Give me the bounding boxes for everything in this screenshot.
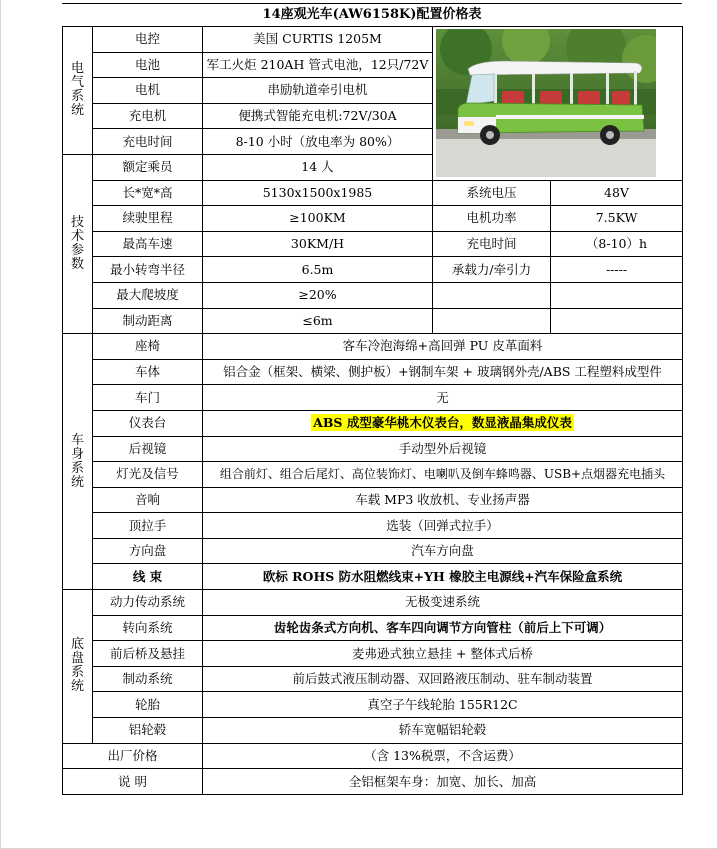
row-label-secondary: [433, 308, 551, 334]
row-label: 最小转弯半径: [93, 257, 203, 283]
table-row: [63, 231, 683, 257]
table-row: [63, 487, 683, 513]
table-row: [63, 385, 683, 411]
row-label: 顶拉手: [93, 513, 203, 539]
table-row: [63, 282, 683, 308]
row-value: 客车冷泡海绵+高回弹 PU 皮革面料: [203, 334, 683, 360]
group-label-char: 术: [70, 229, 84, 245]
row-value: 军工火炬 210AH 管式电池，12只/72V: [203, 52, 433, 78]
group-label: [66, 638, 89, 694]
row-value: 麦弗逊式独立悬挂 + 整体式后桥: [203, 641, 683, 667]
row-value: ≤6m: [203, 308, 433, 334]
row-label: 仪表台: [93, 410, 203, 436]
row-value: 便携式智能充电机:72V/30A: [203, 103, 433, 129]
row-label: 动力传动系统: [93, 590, 203, 616]
table-row: [63, 615, 683, 641]
row-value: 无: [203, 385, 683, 411]
group-label-char: 技: [70, 215, 84, 231]
table-row: [63, 359, 683, 385]
row-label: 方向盘: [93, 538, 203, 564]
row-label: 电机: [93, 78, 203, 104]
row-value-secondary: （8-10）h: [551, 231, 683, 257]
row-value: 6.5m: [203, 257, 433, 283]
group-label: [66, 62, 89, 118]
row-label: 灯光及信号: [93, 462, 203, 488]
table-row: [63, 692, 683, 718]
table-row: [63, 513, 683, 539]
row-value: 无极变速系统: [203, 590, 683, 616]
highlighted-text: ABS 成型豪华桃木仪表台，数显液晶集成仪表: [313, 415, 572, 431]
group-label-char: 系: [70, 89, 84, 105]
row-value: 手动型外后视镜: [203, 436, 683, 462]
row-value-secondary: -----: [551, 257, 683, 283]
table-row: [63, 590, 683, 616]
row-value: ≥100KM: [203, 206, 433, 232]
row-label: 充电机: [93, 103, 203, 129]
spec-table: [62, 26, 683, 795]
row-value-secondary: [551, 308, 683, 334]
group-chassis: [63, 590, 93, 744]
row-label: 额定乘员: [93, 154, 203, 180]
row-value: 轿车宽幅铝轮毂: [203, 718, 683, 744]
row-label: 座椅: [93, 334, 203, 360]
table-row: [63, 641, 683, 667]
table-row: [63, 27, 683, 53]
row-value: 车载 MP3 收放机、专业扬声器: [203, 487, 683, 513]
group-label-char: 电: [70, 61, 84, 77]
row-value: 30KM/H: [203, 231, 433, 257]
row-label-secondary: 电机功率: [433, 206, 551, 232]
group-label-char: 数: [70, 257, 84, 273]
group-label-char: 底: [70, 637, 84, 653]
group-label-char: 参: [70, 243, 84, 259]
row-label-secondary: 充电时间: [433, 231, 551, 257]
footer-label-price: 出厂价格: [63, 743, 203, 769]
footer-value-price: （含 13%税票，不含运费）: [203, 743, 683, 769]
row-label: 长*宽*高: [93, 180, 203, 206]
table-row: [63, 462, 683, 488]
row-value: 选装（回弹式拉手）: [203, 513, 683, 539]
row-value: 组合前灯、组合后尾灯、高位装饰灯、电喇叭及倒车蜂鸣器、USB+点烟器充电插头: [203, 462, 683, 488]
row-label: 线 束: [93, 564, 203, 590]
row-value: 美国 CURTIS 1205M: [203, 27, 433, 53]
table-row: [63, 538, 683, 564]
row-label-secondary: 承载力/牵引力: [433, 257, 551, 283]
row-label: 电池: [93, 52, 203, 78]
row-value: 真空子午线轮胎 155R12C: [203, 692, 683, 718]
group-label-char: 统: [70, 679, 84, 695]
row-value: ≥20%: [203, 282, 433, 308]
row-label: 铝轮毂: [93, 718, 203, 744]
group-electrical: [63, 27, 93, 155]
row-label: 续驶里程: [93, 206, 203, 232]
row-value: 8-10 小时（放电率为 80%）: [203, 129, 433, 155]
row-label: 车门: [93, 385, 203, 411]
footer-label-notes: 说 明: [63, 769, 203, 795]
row-value: 铝合金（框架、横梁、侧护板）+钢制车架 + 玻璃钢外壳/ABS 工程塑料成型件: [203, 359, 683, 385]
table-row: [63, 436, 683, 462]
group-body: [63, 334, 93, 590]
table-row: [63, 743, 683, 769]
row-value: 前后鼓式液压制动器、双回路液压制动、驻车制动装置: [203, 666, 683, 692]
row-label: 制动系统: [93, 666, 203, 692]
row-value: 14 人: [203, 154, 433, 180]
group-label-char: 身: [70, 446, 84, 462]
row-value-secondary: 48V: [551, 180, 683, 206]
row-value: 5130x1500x1985: [203, 180, 433, 206]
row-label: 轮胎: [93, 692, 203, 718]
table-row: [63, 564, 683, 590]
table-row: [63, 180, 683, 206]
row-label: 前后桥及悬挂: [93, 641, 203, 667]
row-label: 后视镜: [93, 436, 203, 462]
sheet-title: 14座观光车(AW6158K)配置价格表: [62, 3, 682, 26]
table-row: [63, 334, 683, 360]
table-row: [63, 308, 683, 334]
row-label: 最大爬坡度: [93, 282, 203, 308]
sightseeing-bus-photo: [436, 29, 656, 177]
group-label-char: 车: [70, 432, 84, 448]
row-value-secondary: 7.5KW: [551, 206, 683, 232]
table-row: [63, 410, 683, 436]
row-label: 电控: [93, 27, 203, 53]
row-value: 串励轨道牵引电机: [203, 78, 433, 104]
table-row: [63, 666, 683, 692]
row-value-highlighted: [203, 410, 683, 436]
row-label: 制动距离: [93, 308, 203, 334]
row-value: 齿轮齿条式方向机、客车四向调节方向管柱（前后上下可调）: [203, 615, 683, 641]
group-label-char: 系: [70, 460, 84, 476]
group-label-char: 盘: [70, 651, 84, 667]
row-value: 汽车方向盘: [203, 538, 683, 564]
row-label: 音响: [93, 487, 203, 513]
table-row: [63, 257, 683, 283]
table-row: [63, 718, 683, 744]
group-label: [66, 434, 89, 490]
table-row: [63, 769, 683, 795]
bus-photo-cell: [433, 27, 683, 181]
group-label-char: 统: [70, 103, 84, 119]
table-row: [63, 206, 683, 232]
group-label-char: 统: [70, 474, 84, 490]
group-label: [66, 216, 89, 272]
row-label: 充电时间: [93, 129, 203, 155]
row-label-secondary: [433, 282, 551, 308]
row-label: 车体: [93, 359, 203, 385]
footer-value-notes: 全铝框架车身：加宽、加长、加高: [203, 769, 683, 795]
row-value: 欧标 ROHS 防水阻燃线束+YH 橡胶主电源线+汽车保险盒系统: [203, 564, 683, 590]
group-technical: [63, 154, 93, 333]
spec-sheet: [62, 3, 682, 795]
row-value-secondary: [551, 282, 683, 308]
group-label-char: 气: [70, 75, 84, 91]
group-label-char: 系: [70, 665, 84, 681]
row-label-secondary: 系统电压: [433, 180, 551, 206]
row-label: 转向系统: [93, 615, 203, 641]
row-label: 最高车速: [93, 231, 203, 257]
